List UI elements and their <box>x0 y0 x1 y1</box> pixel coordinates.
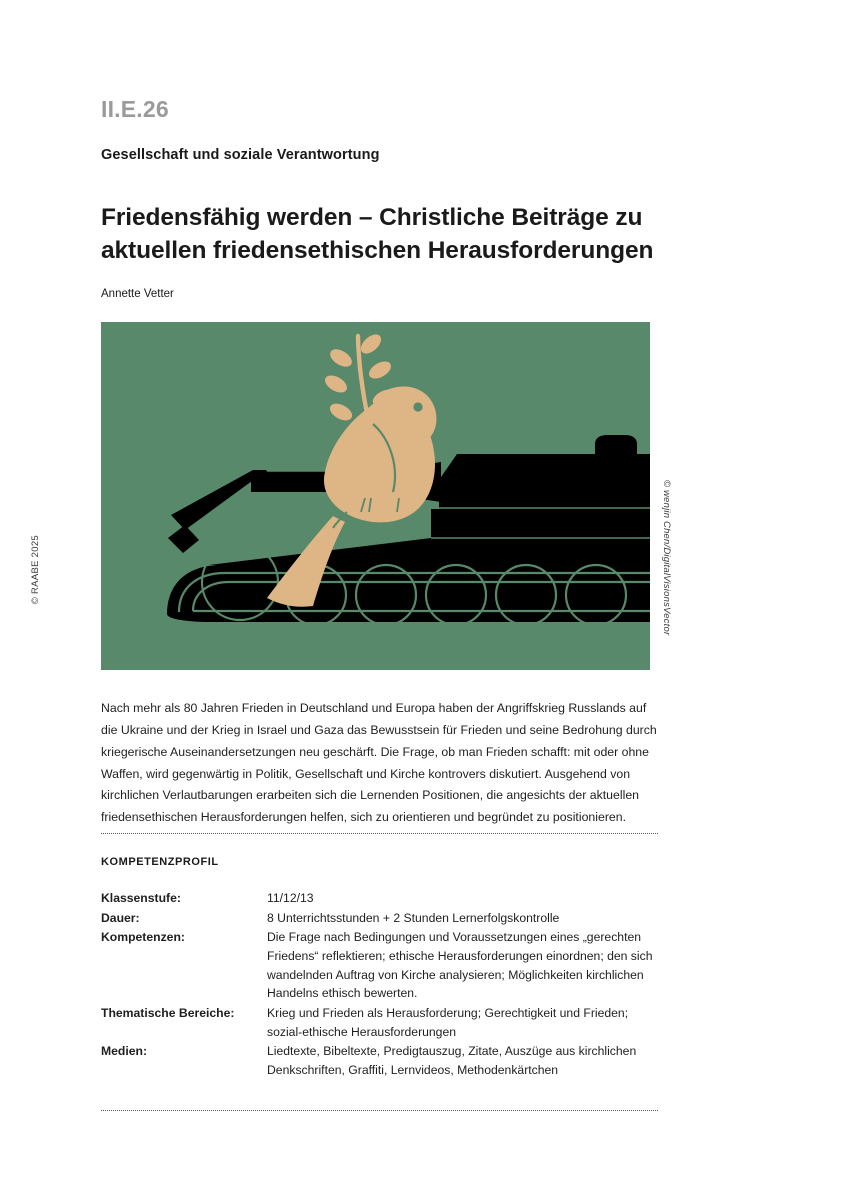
competency-profile-table <box>101 889 663 1081</box>
row-label: Dauer: <box>101 910 140 925</box>
subject-area-label: Gesellschaft und soziale Verantwortung <box>101 147 380 163</box>
row-value <box>267 889 663 909</box>
author-name: Annette Vetter <box>101 288 174 300</box>
table-row <box>101 1042 663 1080</box>
row-value-text: Liedtexte, Bibeltexte, Predigtauszug, Zitate, Auszüge aus kirchlichen Denkschriften, Graffiti, Lernvideos, Methodenkärtchen <box>267 1044 637 1077</box>
divider-bottom <box>101 1110 658 1111</box>
table-row <box>101 1004 663 1042</box>
competency-profile-heading: KOMPETENZPROFIL <box>101 856 219 868</box>
row-label: Medien: <box>101 1044 148 1059</box>
row-value-text: Die Frage nach Bedingungen und Voraussetzungen eines „gerechten Friedens“ reflektieren; ethische Herausforderungen einordnen; den sich wandelnden Auftrag von Kirche analysieren; Möglichkeiten kirchlichen Handelns ethisch bewerten. <box>267 930 653 1001</box>
row-value <box>267 1004 663 1042</box>
dove-eye <box>413 402 422 411</box>
row-label: Klassenstufe: <box>101 891 181 905</box>
row-value <box>267 909 663 929</box>
row-value-text: Krieg und Frieden als Herausforderung; Gerechtigkeit und Frieden; sozial-ethische Herausforderungen <box>267 1005 629 1039</box>
illustration-dove-on-tank <box>101 322 650 670</box>
row-value <box>267 1042 663 1080</box>
image-credit: © wenjin Chen/DigitalVisionsVector <box>661 480 672 636</box>
illustration-svg <box>101 322 650 670</box>
table-row <box>101 909 663 929</box>
row-value-text: 8 Unterrichtsstunden + 2 Stunden Lernerfolgskontrolle <box>267 910 560 925</box>
chapter-code: II.E.26 <box>101 96 169 122</box>
intro-paragraph: Nach mehr als 80 Jahren Frieden in Deutschland und Europa haben der Angriffskrieg Russlands auf die Ukraine und der Krieg in Israel und Gaza das Bewusstsein für Frieden und seine Bedrohung durch kriegerische Auseinandersetzungen neu geschärft. Die Frage, ob man Frieden schafft: mit oder ohne Waffen, wird gegenwärtig in Politik, Gesellschaft und Kirche kontrovers diskutiert. Ausgehend von kirchlichen Verlautbarungen erarbeiten sich die Lernenden Positionen, die angesichts der aktuellen friedensethischen Herausforderungen helfen, sich zu orientieren und begründet zu positionieren. <box>101 701 657 825</box>
table-row <box>101 928 663 1004</box>
competency-profile-body <box>101 889 663 1081</box>
row-value <box>267 928 663 1004</box>
divider-top <box>101 833 658 834</box>
row-label: Kompetenzen: <box>101 930 185 945</box>
page-title: Friedensfähig werden – Christliche Beiträge zu aktuellen friedensethischen Herausforderungen <box>101 204 654 264</box>
row-value-text: 11/12/13 <box>267 891 314 905</box>
copyright-notice: © RAABE 2025 <box>30 535 41 605</box>
row-label: Thematische Bereiche: <box>101 1005 235 1020</box>
table-row <box>101 889 663 909</box>
